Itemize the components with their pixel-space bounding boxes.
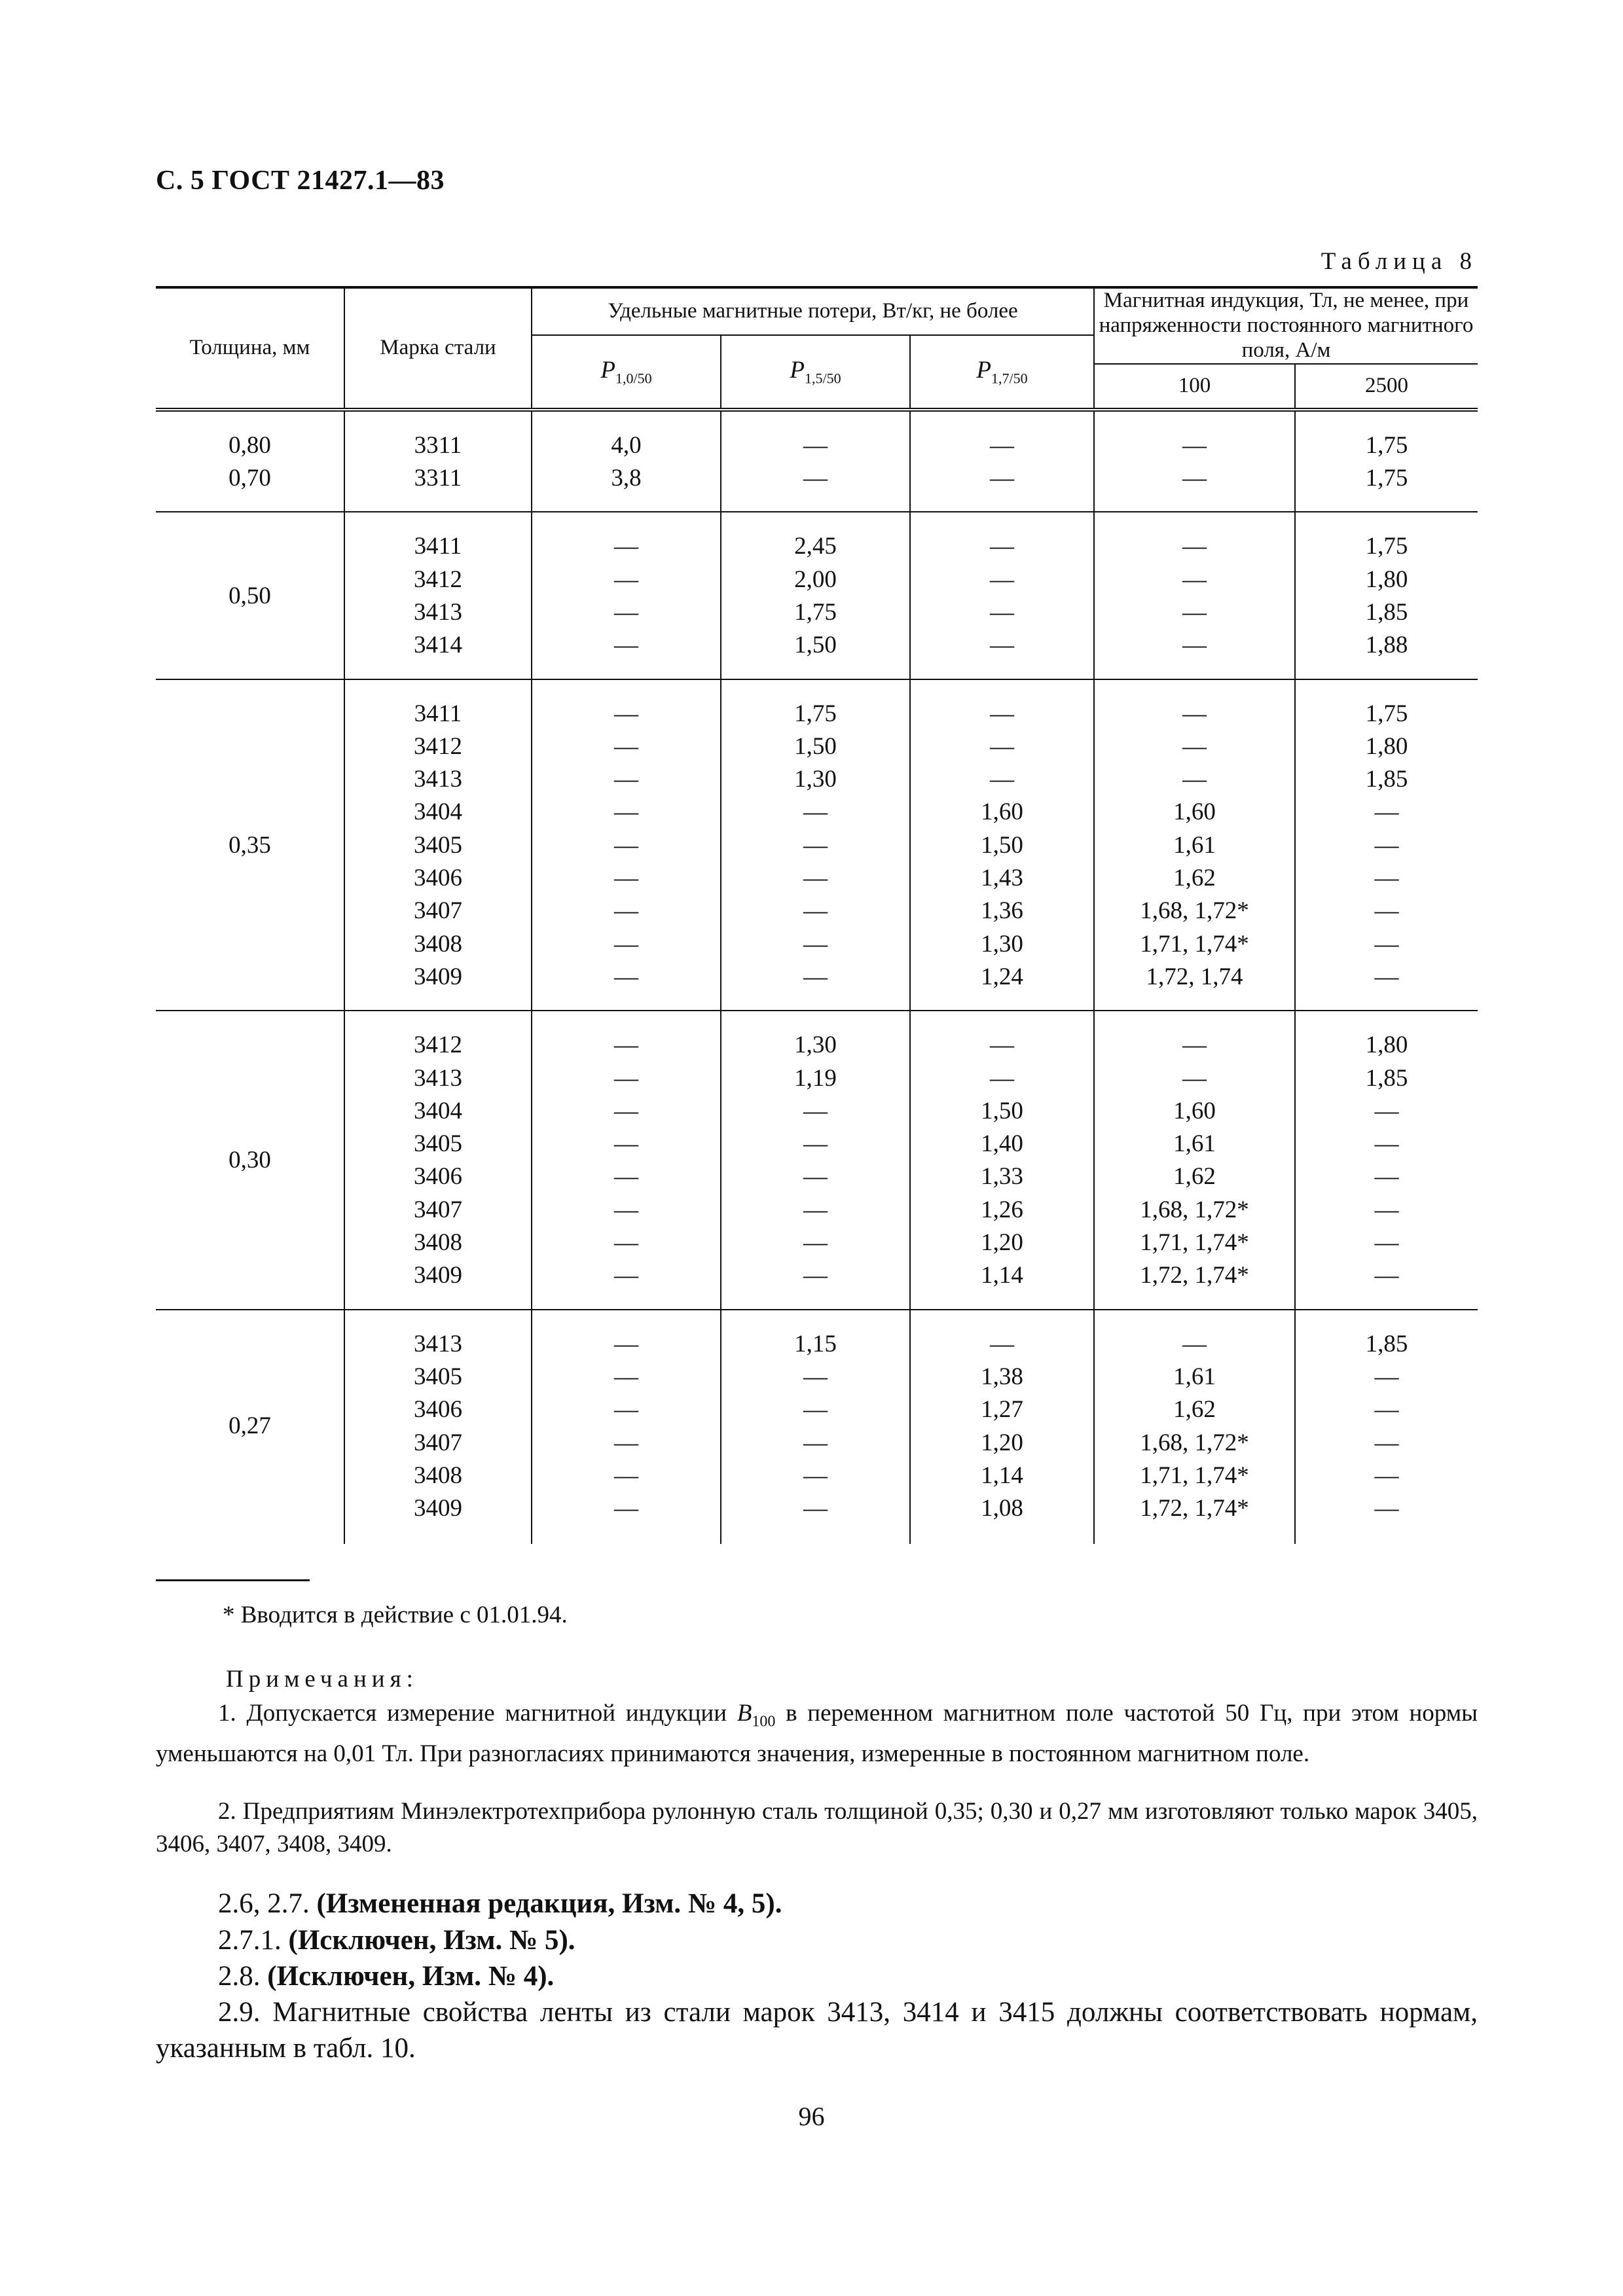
thickness-value: 0,35 <box>228 831 271 859</box>
grade-value: 3405 <box>414 1130 462 1158</box>
table-cell-value: — <box>1374 1196 1399 1223</box>
table-cell-value: — <box>803 1097 828 1124</box>
table-cell-value: 2,00 <box>794 565 837 593</box>
table-cell-value: 1,62 <box>1173 1396 1216 1424</box>
table-cell-value: — <box>803 1462 828 1489</box>
value-column-cell <box>1094 512 1295 679</box>
table-cell-value: — <box>614 1097 638 1124</box>
page-number: 96 <box>798 2102 825 2131</box>
value-column-cell <box>721 512 910 679</box>
value-column-cell <box>910 1310 1094 1545</box>
table-cell-value: — <box>803 1363 828 1390</box>
value-column-cell <box>721 1011 910 1309</box>
header-field-100: 100 <box>1094 364 1295 410</box>
table-cell-value: 1,26 <box>981 1196 1023 1223</box>
value-column-cell <box>721 679 910 1011</box>
value-column-cell <box>532 512 721 679</box>
header-induction-group: Магнитная индукция, Тл, не менее, при напряженности постоянного магнитного поля, А/м <box>1094 287 1478 364</box>
table-cell-value: 1,38 <box>981 1363 1023 1390</box>
table-cell-value: — <box>990 1330 1014 1357</box>
table-cell-value: — <box>990 1031 1014 1059</box>
table-cell-value: — <box>614 1130 638 1158</box>
value-column-cell <box>910 679 1094 1011</box>
table-cell-value: 1,68, 1,72* <box>1140 897 1249 925</box>
table-cell-value: — <box>1374 1429 1399 1456</box>
grade-value: 3406 <box>414 1163 462 1191</box>
table-cell-value: — <box>990 632 1014 659</box>
table-cell-value: 1,15 <box>794 1330 837 1357</box>
table-cell-value: 1,60 <box>981 798 1023 826</box>
grade-value: 3407 <box>414 897 462 925</box>
grade-value: 3409 <box>414 1495 462 1522</box>
thickness-cell <box>156 512 344 679</box>
table-label: Таблица 8 <box>1321 248 1478 275</box>
table-cell-value: — <box>990 732 1014 760</box>
table-cell-value: — <box>1374 831 1399 859</box>
grade-value: 3407 <box>414 1429 462 1456</box>
table-cell-value: — <box>803 831 828 859</box>
table-cell-value: — <box>1374 865 1399 892</box>
table-cell-value: — <box>1374 1462 1399 1489</box>
table-cell-value: — <box>1374 1097 1399 1124</box>
notes-heading: Примечания: <box>226 1666 418 1693</box>
table-cell-value: — <box>614 963 638 990</box>
table-cell-value: — <box>1182 700 1207 727</box>
grade-value: 3411 <box>414 533 462 560</box>
table-cell-value: — <box>990 599 1014 626</box>
note-2: 2. Предприятиям Минэлектротехприбора рулонную сталь толщиной 0,35; 0,30 и 0,27 мм изготовляют только марок 3405, 3406, 3407, 3408, 3409. <box>156 1798 1478 1857</box>
table-cell-value: 1,85 <box>1365 1330 1408 1357</box>
table-cell-value: 1,61 <box>1173 1130 1216 1158</box>
thickness-cell <box>156 679 344 1011</box>
footnote-divider <box>156 1579 310 1581</box>
table-cell-value: — <box>803 897 828 925</box>
thickness-cell <box>156 410 344 512</box>
table-group-row <box>156 512 1478 679</box>
note-1: 1. Допускается измерение магнитной индукции $B_{100}$ в переменном магнитном поле частотой 50 Гц, при этом нормы уменьшаются на 0,01 Тл. При разногласиях принимаются значения, измеренные в постоянном магнитном поле. <box>156 1700 1478 1768</box>
table-cell-value: — <box>990 565 1014 593</box>
table-cell-value: — <box>803 798 828 826</box>
table-cell-value: — <box>990 431 1014 459</box>
thickness-value: 0,27 <box>228 1412 271 1440</box>
paragraph-2-8: 2.8. (Исключен, Изм. № 4). <box>218 1961 555 1992</box>
table-cell-value: 1,33 <box>981 1163 1023 1191</box>
table-cell-value: 1,60 <box>1173 798 1216 826</box>
table-cell-value: 1,85 <box>1365 599 1408 626</box>
value-column-cell <box>532 1310 721 1545</box>
table-cell-value: 1,71, 1,74* <box>1140 1462 1249 1489</box>
footnote: * Вводится в действие с 01.01.94. <box>223 1602 568 1628</box>
table-cell-value: — <box>1182 632 1207 659</box>
table-cell-value: 1,30 <box>794 766 837 793</box>
table-cell-value: 1,20 <box>981 1229 1023 1257</box>
table-cell-value: 1,68, 1,72* <box>1140 1196 1249 1223</box>
header-p-1-7-50: $P_{1,7/50}$ <box>910 335 1094 410</box>
grade-value: 3311 <box>414 465 462 492</box>
table-cell-value: — <box>803 1163 828 1191</box>
thickness-value: 0,70 <box>228 465 271 492</box>
table-cell-value: 1,40 <box>981 1130 1023 1158</box>
table-cell-value: — <box>803 1396 828 1424</box>
grade-value: 3311 <box>414 431 462 459</box>
table-cell-value: — <box>1374 1495 1399 1522</box>
grade-value: 3405 <box>414 831 462 859</box>
table-cell-value: 1,61 <box>1173 1363 1216 1390</box>
table-cell-value: — <box>1182 599 1207 626</box>
table-cell-value: — <box>1374 1262 1399 1289</box>
header-field-2500: 2500 <box>1295 364 1478 410</box>
table-cell-value: — <box>614 700 638 727</box>
table-cell-value: — <box>990 533 1014 560</box>
header-grade: Марка стали <box>344 287 532 410</box>
grade-value: 3404 <box>414 1097 462 1124</box>
table-cell-value: — <box>803 1262 828 1289</box>
grade-value: 3413 <box>414 1064 462 1092</box>
table-cell-value: — <box>614 732 638 760</box>
table-cell-value: — <box>614 831 638 859</box>
header-losses-group: Удельные магнитные потери, Вт/кг, не более <box>532 287 1094 335</box>
value-column-cell <box>344 679 532 1011</box>
table-cell-value: — <box>614 1363 638 1390</box>
table-group-row <box>156 679 1478 1011</box>
table-cell-value: — <box>614 533 638 560</box>
table-cell-value: 1,80 <box>1365 732 1408 760</box>
value-column-cell <box>344 512 532 679</box>
table-cell-value: 1,80 <box>1365 565 1408 593</box>
table-cell-value: — <box>614 1462 638 1489</box>
value-column-cell <box>1094 679 1295 1011</box>
value-column-cell <box>532 1011 721 1309</box>
table-cell-value: — <box>614 1262 638 1289</box>
table-cell-value: — <box>803 1196 828 1223</box>
value-column-cell <box>1094 1310 1295 1545</box>
table-cell-value: — <box>614 930 638 958</box>
table-cell-value: 1,75 <box>794 599 837 626</box>
value-column-cell <box>344 1011 532 1309</box>
value-column-cell <box>532 410 721 512</box>
table-cell-value: 1,75 <box>1365 700 1408 727</box>
table-cell-value: — <box>1374 930 1399 958</box>
paragraph-2-6-2-7: 2.6, 2.7. (Измененная редакция, Изм. № 4, 5). <box>218 1888 782 1919</box>
grade-value: 3412 <box>414 732 462 760</box>
value-column-cell <box>721 1310 910 1545</box>
table-cell-value: 2,45 <box>794 533 837 560</box>
table-cell-value: 1,68, 1,72* <box>1140 1429 1249 1456</box>
value-column-cell <box>532 679 721 1011</box>
table-cell-value: 1,50 <box>981 831 1023 859</box>
table-cell-value: — <box>614 1330 638 1357</box>
table-body <box>156 410 1478 1545</box>
steel-properties-table <box>156 286 1478 1544</box>
table-cell-value: — <box>1182 1330 1207 1357</box>
table-cell-value: — <box>1182 732 1207 760</box>
table-cell-value: 1,85 <box>1365 1064 1408 1092</box>
table-cell-value: — <box>614 1495 638 1522</box>
table-cell-value: — <box>1374 897 1399 925</box>
table-cell-value: — <box>614 865 638 892</box>
paragraph-2-7-1: 2.7.1. (Исключен, Изм. № 5). <box>218 1925 575 1956</box>
table-cell-value: 1,71, 1,74* <box>1140 1229 1249 1257</box>
grade-value: 3404 <box>414 798 462 826</box>
table-cell-value: — <box>614 897 638 925</box>
grade-value: 3413 <box>414 766 462 793</box>
grade-value: 3408 <box>414 930 462 958</box>
table-cell-value: 3,8 <box>611 465 642 492</box>
table-group-row <box>156 1011 1478 1309</box>
grade-value: 3413 <box>414 1330 462 1357</box>
table-cell-value: — <box>803 431 828 459</box>
table-cell-value: — <box>614 1429 638 1456</box>
table-cell-value: — <box>1374 798 1399 826</box>
table-cell-value: 1,75 <box>1365 431 1408 459</box>
thickness-cell <box>156 1011 344 1309</box>
thickness-cell <box>156 1310 344 1545</box>
table-cell-value: — <box>614 766 638 793</box>
table-cell-value: 1,50 <box>794 732 837 760</box>
value-column-cell <box>1094 410 1295 512</box>
table-cell-value: 1,75 <box>1365 533 1408 560</box>
table-cell-value: — <box>990 465 1014 492</box>
grade-value: 3412 <box>414 565 462 593</box>
table-cell-value: 1,61 <box>1173 831 1216 859</box>
grade-value: 3412 <box>414 1031 462 1059</box>
grade-value: 3406 <box>414 1396 462 1424</box>
page-header: С. 5 ГОСТ 21427.1—83 <box>156 166 445 196</box>
table-cell-value: — <box>990 700 1014 727</box>
value-column-cell <box>1295 1011 1478 1309</box>
value-column-cell <box>1094 1011 1295 1309</box>
table-cell-value: 4,0 <box>611 431 642 459</box>
value-column-cell <box>721 410 910 512</box>
table-cell-value: 1,75 <box>794 700 837 727</box>
header-p-1-0-50: $P_{1,0/50}$ <box>532 335 721 410</box>
table-cell-value: 1,50 <box>794 632 837 659</box>
table-group-row <box>156 1310 1478 1545</box>
grade-value: 3405 <box>414 1363 462 1390</box>
table-cell-value: 1,14 <box>981 1462 1023 1489</box>
table-cell-value: — <box>1374 1363 1399 1390</box>
table-cell-value: 1,72, 1,74* <box>1140 1262 1249 1289</box>
table-cell-value: 1,24 <box>981 963 1023 990</box>
table-cell-value: — <box>803 1229 828 1257</box>
table-cell-value: 1,72, 1,74 <box>1146 963 1243 990</box>
value-column-cell <box>1295 512 1478 679</box>
table-cell-value: — <box>1374 963 1399 990</box>
grade-value: 3408 <box>414 1462 462 1489</box>
table-cell-value: — <box>1182 565 1207 593</box>
table-cell-value: — <box>803 1495 828 1522</box>
table-cell-value: — <box>614 1396 638 1424</box>
table-group-row <box>156 410 1478 512</box>
table-cell-value: — <box>614 632 638 659</box>
table-cell-value: — <box>1374 1229 1399 1257</box>
table-cell-value: — <box>803 465 828 492</box>
thickness-value: 0,50 <box>228 582 271 609</box>
table-cell-value: — <box>1374 1130 1399 1158</box>
value-column-cell <box>344 1310 532 1545</box>
table-cell-value: 1,30 <box>981 930 1023 958</box>
table-cell-value: — <box>803 1429 828 1456</box>
table-cell-value: — <box>614 1163 638 1191</box>
table-cell-value: — <box>1182 465 1207 492</box>
thickness-value: 0,30 <box>228 1147 271 1174</box>
table-cell-value: 1,80 <box>1365 1031 1408 1059</box>
table-cell-value: — <box>803 1130 828 1158</box>
grade-value: 3414 <box>414 632 462 659</box>
table-cell-value: — <box>614 565 638 593</box>
table-cell-value: — <box>614 1064 638 1092</box>
table-cell-value: — <box>990 766 1014 793</box>
table-cell-value: 1,27 <box>981 1396 1023 1424</box>
grade-value: 3406 <box>414 865 462 892</box>
grade-value: 3413 <box>414 599 462 626</box>
value-column-cell <box>1295 410 1478 512</box>
value-column-cell <box>910 512 1094 679</box>
value-column-cell <box>910 1011 1094 1309</box>
table-cell-value: 1,36 <box>981 897 1023 925</box>
table-cell-value: 1,62 <box>1173 1163 1216 1191</box>
grade-value: 3409 <box>414 963 462 990</box>
grade-value: 3411 <box>414 700 462 727</box>
table-cell-value: 1,50 <box>981 1097 1023 1124</box>
table-cell-value: 1,19 <box>794 1064 837 1092</box>
table-cell-value: — <box>803 930 828 958</box>
thickness-value: 0,80 <box>228 431 271 459</box>
table-cell-value: — <box>803 963 828 990</box>
table-cell-value: 1,08 <box>981 1495 1023 1522</box>
table-cell-value: 1,88 <box>1365 632 1408 659</box>
table-cell-value: 1,75 <box>1365 465 1408 492</box>
table-cell-value: 1,14 <box>981 1262 1023 1289</box>
table-cell-value: — <box>1374 1396 1399 1424</box>
table-cell-value: — <box>614 798 638 826</box>
table-cell-value: — <box>1374 1163 1399 1191</box>
table-cell-value: 1,43 <box>981 865 1023 892</box>
table-cell-value: — <box>1182 1064 1207 1092</box>
table-cell-value: 1,71, 1,74* <box>1140 930 1249 958</box>
table-cell-value: — <box>1182 431 1207 459</box>
table-cell-value: — <box>990 1064 1014 1092</box>
table-cell-value: — <box>614 1031 638 1059</box>
table-cell-value: 1,62 <box>1173 865 1216 892</box>
table-cell-value: 1,72, 1,74* <box>1140 1495 1249 1522</box>
paragraph-2-9: 2.9. Магнитные свойства ленты из стали марок 3413, 3414 и 3415 должны соответствовать нормам, указанным в табл. 10. <box>156 1997 1478 2064</box>
value-column-cell <box>910 410 1094 512</box>
value-column-cell <box>1295 1310 1478 1545</box>
table-cell-value: — <box>614 1196 638 1223</box>
table-cell-value: — <box>803 865 828 892</box>
table-cell-value: 1,20 <box>981 1429 1023 1456</box>
table-cell-value: 1,60 <box>1173 1097 1216 1124</box>
header-thickness: Толщина, мм <box>156 287 344 410</box>
grade-value: 3407 <box>414 1196 462 1223</box>
table-cell-value: — <box>1182 533 1207 560</box>
table-cell-value: — <box>1182 1031 1207 1059</box>
table-cell-value: — <box>1182 766 1207 793</box>
header-p-1-5-50: $P_{1,5/50}$ <box>721 335 910 410</box>
value-column-cell <box>1295 679 1478 1011</box>
table-cell-value: — <box>614 1229 638 1257</box>
value-column-cell <box>344 410 532 512</box>
table-cell-value: 1,85 <box>1365 766 1408 793</box>
grade-value: 3408 <box>414 1229 462 1257</box>
table-cell-value: — <box>614 599 638 626</box>
table-cell-value: 1,30 <box>794 1031 837 1059</box>
grade-value: 3409 <box>414 1262 462 1289</box>
